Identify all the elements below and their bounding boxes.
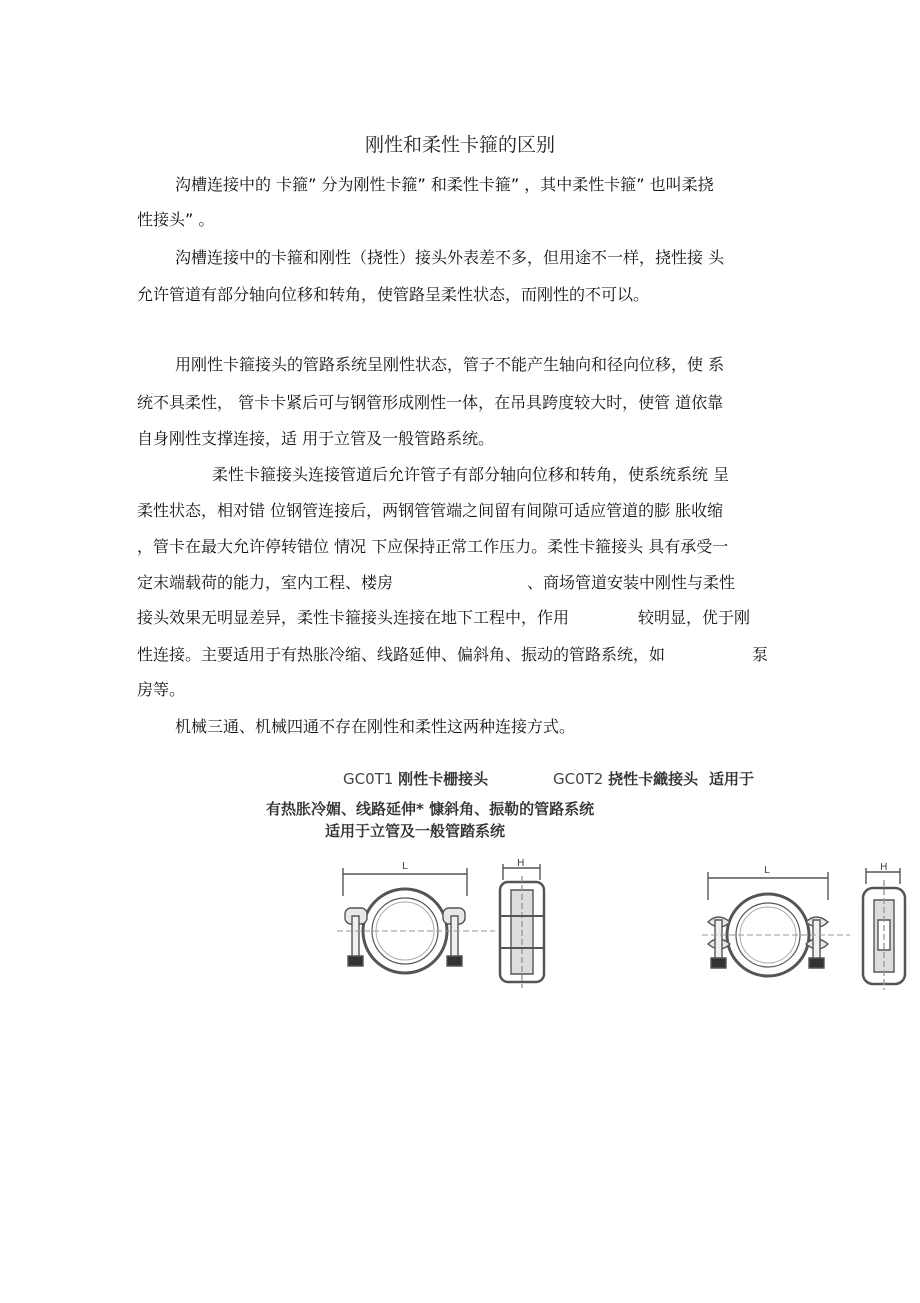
paragraph-line: 自身刚性支撑连接，适 用于立管及一般管路系统。 bbox=[137, 429, 495, 448]
label-h: H bbox=[880, 862, 888, 873]
paragraph-line: 泵 bbox=[752, 645, 769, 664]
flexible-usage-prefix: 适用于 bbox=[708, 770, 754, 788]
right-nut bbox=[447, 956, 462, 966]
flexible-name: 挠性卡織接头 bbox=[608, 770, 699, 788]
flexible-code: GC0T2 bbox=[553, 770, 604, 788]
paragraph-line: 定末端载荷的能力，室内工程、楼房 bbox=[137, 573, 394, 592]
paragraph-line: 柔性状态，相对错 位钢管连接后，两钢管管端之间留有间隙可适应管道的膨 胀收缩 bbox=[137, 501, 724, 520]
paragraph-line: 统不具柔性， 管卡卡紧后可与钢管形成刚性一体，在吊具跨度较大时，使管 道依靠 bbox=[137, 393, 724, 412]
paragraph-line: 用刚性卡箍接头的管路系统呈刚性状态，管子不能产生轴向和径向位移，使 系 bbox=[175, 355, 725, 374]
left-bolt bbox=[352, 916, 359, 962]
paragraph-line: 性接头” 。 bbox=[137, 210, 215, 229]
rigid-coupling-drawing bbox=[335, 856, 555, 991]
rigid-name: 刚性卡栅接头 bbox=[398, 770, 489, 788]
flexible-coupling-drawing bbox=[700, 860, 910, 992]
paragraph-line: 沟槽连接中的卡箍和刚性（挠性）接头外表差不多，但用途不一样，挠性接 头 bbox=[175, 248, 725, 267]
paragraph-line: 柔性卡箍接头连接管道后允许管子有部分轴向位移和转角，使系统系统 呈 bbox=[212, 465, 730, 484]
paragraph-line: 机械三通、机械四通不存在刚性和柔性这两种连接方式。 bbox=[175, 717, 576, 736]
label-l: L bbox=[764, 865, 770, 876]
paragraph-line: 房等。 bbox=[137, 680, 186, 699]
paragraph-line: 接头效果无明显差异，柔性卡箍接头连接在地下工程中，作用 bbox=[137, 608, 570, 627]
paragraph-line: ，管卡在最大允许停转错位 情况 下应保持正常工作压力。柔性卡箍接头 具有承受一 bbox=[137, 537, 729, 556]
paragraph-line: 、商场管道安装中刚性与柔性 bbox=[527, 573, 736, 592]
label-l: L bbox=[402, 861, 408, 872]
left-nut bbox=[348, 956, 363, 966]
flexible-usage: 有热胀冷媚、线路延伸* 慷斜角、振勒的管路系统 bbox=[266, 800, 595, 818]
flexible-caption bbox=[553, 768, 754, 789]
rigid-code: GC0T1 bbox=[343, 770, 394, 788]
paragraph-line: 较明显，优于刚 bbox=[638, 608, 751, 627]
right-bolt bbox=[451, 916, 458, 962]
label-h: H bbox=[517, 858, 525, 869]
rigid-caption bbox=[343, 768, 488, 789]
page-title: 刚性和柔性卡箍的区别 bbox=[364, 134, 555, 156]
paragraph-line: 沟槽连接中的 卡箍” 分为刚性卡箍” 和柔性卡箍” ，其中柔性卡箍” 也叫柔挠 bbox=[175, 175, 714, 194]
paragraph-line: 允许管道有部分轴向位移和转角，使管路呈柔性状态，而刚性的不可以。 bbox=[137, 285, 650, 304]
paragraph-line: 性连接。主要适用于有热胀冷缩、线路延伸、偏斜角、振动的管路系统，如 bbox=[137, 645, 666, 664]
rigid-usage: 适用于立管及一般管踏系统 bbox=[325, 822, 506, 840]
